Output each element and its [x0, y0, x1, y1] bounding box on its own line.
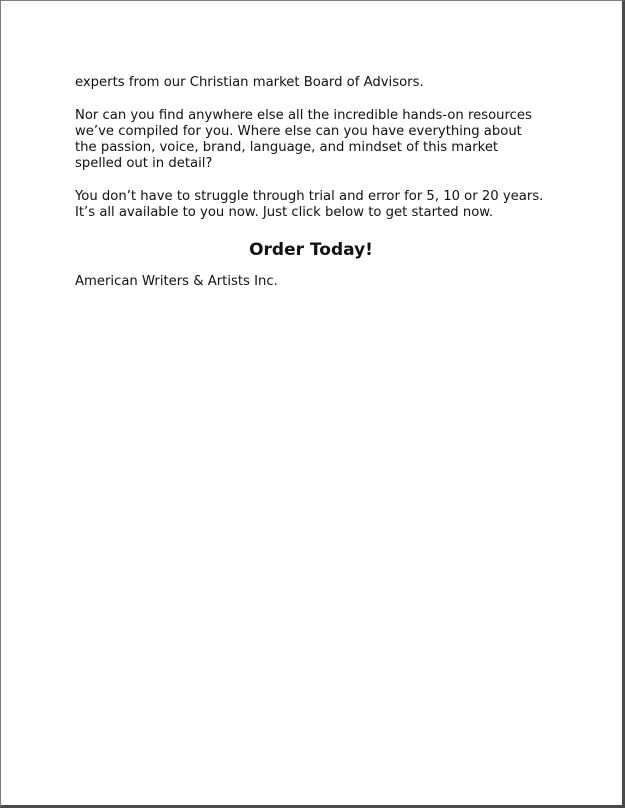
paragraph-get-started: You don’t have to struggle through trial and error for 5, 10 or 20 years. It’s all available to you now. Just click below to get started now. — [75, 189, 544, 220]
paragraph-resources: Nor can you find anywhere else all the incredible hands-on resources we’ve compiled for you. Where else can you have everything about the passion, voice, brand, language, and mindset of this market spelled out in detail? — [75, 108, 532, 171]
paragraph-advisors: experts from our Christian market Board of Advisors. — [75, 75, 424, 90]
document-body — [75, 75, 547, 290]
company-signature: American Writers & Artists Inc. — [75, 274, 278, 289]
order-today-heading[interactable]: Order Today! — [249, 240, 373, 260]
